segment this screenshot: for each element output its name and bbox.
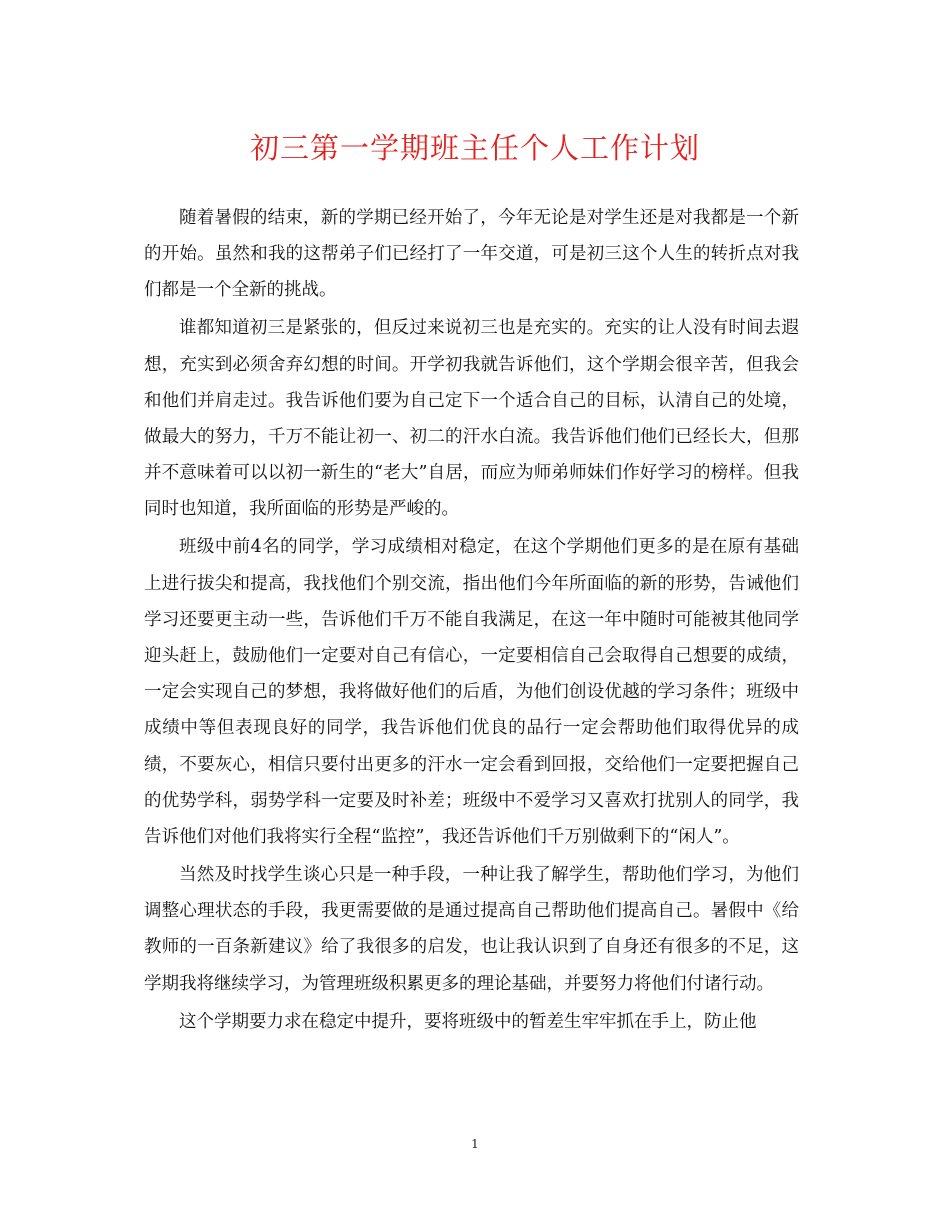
paragraph-3: 班级中前4名的同学，学习成绩相对稳定，在这个学期他们更多的是在原有基础上进行拔尖和提高，我找他们个别交流，指出他们今年所面临的新的形势，告诫他们学习还要更主动一些，告诉他们千万不能自我满足，在这一年中随时可能被其他同学迎头赶上，鼓励他们一定要对自己有信心，一定要相信自己会取得自己想要的成绩，一定会实现自己的梦想，我将做好他们的后盾，为他们创设优越的学习条件；班级中成绩中等但表现良好的同学，我告诉他们优良的品行一定会帮助他们取得优异的成绩，不要灰心，相信只要付出更多的汗水一定会看到回报，交给他们一定要把握自己的优势学科，弱势学科一定要及时补差；班级中不爱学习又喜欢打扰别人的同学，我告诉他们对他们我将实行全程“监控”，我还告诉他们千万别做剩下的“闲人”。	[144, 537, 799, 848]
paragraph-2: 谁都知道初三是紧张的，但反过来说初三也是充实的。充实的让人没有时间去遐想，充实到必须舍弃幻想的时间。开学初我就告诉他们，这个学期会很辛苦，但我会和他们并肩走过。我告诉他们要为自己定下一个适合自己的目标，认清自己的处境，做最大的努力，千万不能让初一、初二的汗水白流。我告诉他们他们已经长大，但那并不意味着可以以初一新生的“老大”自居，而应为师弟师妹们作好学习的榜样。但我同时也知道，我所面临的形势是严峻的。	[144, 318, 799, 520]
paragraph-4: 当然及时找学生谈心只是一种手段，一种让我了解学生，帮助他们学习，为他们调整心理状态的手段，我更需要做的是通过提高自己帮助他们提高自己。暑假中《给教师的一百条新建议》给了我很多的启发，也让我认识到了自身还有很多的不足，这学期我将继续学习，为管理班级积累更多的理论基础，并要努力将他们付诸行动。	[144, 865, 799, 994]
page-number: 1	[471, 1137, 479, 1151]
document-title: 初三第一学期班主任个人工作计划	[249, 131, 700, 165]
paragraph-5: 这个学期要力求在稳定中提升，要将班级中的暂差生牢牢抓在手上，防止他	[179, 1011, 757, 1032]
document-body	[144, 200, 799, 1040]
paragraph-1: 随着暑假的结束，新的学期已经开始了，今年无论是对学生还是对我都是一个新的开始。虽然和我的这帮弟子们已经打了一年交道，可是初三这个人生的转折点对我们都是一个全新的挑战。	[144, 208, 799, 301]
